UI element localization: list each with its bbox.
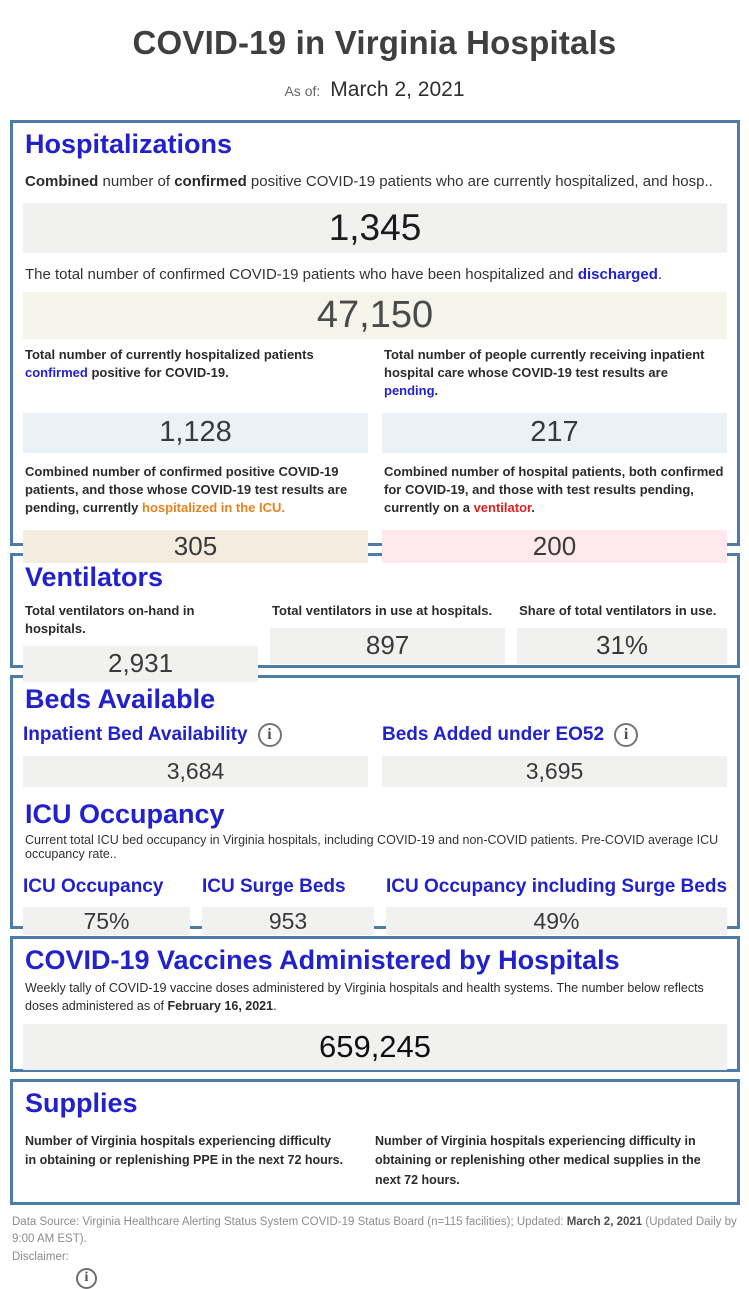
icu-surge-col	[202, 876, 374, 935]
disclaimer-line: Disclaimer:	[12, 1250, 69, 1263]
confirmed-band	[23, 413, 368, 453]
ventilators-onhand-label: Total ventilators on-hand in hospitals.	[25, 603, 195, 636]
icu-occupancy-desc: Current total ICU bed occupancy in Virginia hospitals, including COVID-19 and non-COVID patients. Pre-COVID average ICU occupancy rate..	[25, 833, 719, 862]
dashboard-header	[0, 0, 749, 120]
desc-text: positive COVID-19 patients who are currently hospitalized, and hosp..	[246, 173, 713, 191]
ventilators-heading: Ventilators	[25, 562, 164, 592]
icu-ventilator-labels	[23, 463, 727, 517]
icu-occupancy-heading: ICU Occupancy	[25, 799, 225, 830]
discharged-band	[23, 292, 727, 339]
icu-patients-value: 305	[173, 530, 218, 561]
icu-occupancy-band	[23, 907, 190, 935]
icu-emphasis: hospitalized in the ICU.	[142, 499, 286, 515]
ventilator-emphasis: ventilator	[473, 499, 532, 515]
icu-including-surge-col	[386, 876, 727, 935]
section-supplies	[10, 1079, 740, 1205]
current-hospitalized-value: 1,345	[328, 207, 422, 249]
section-ventilators	[10, 553, 740, 679]
eo52-beds-subhead	[382, 723, 727, 747]
footer	[12, 1214, 739, 1289]
data-source-line: Data Source: Virginia Healthcare Alerting Status System COVID-19 Status Board (n=115 facilities); Updated: March 2, 2021 (Updated Daily by 9:00 AM EST).	[12, 1216, 737, 1246]
inpatient-beds-band	[23, 756, 368, 787]
ventilator-patients-band	[382, 530, 727, 563]
pending-label: Total number of people currently receiving inpatient hospital care whose COVID-19 test results are pending.	[384, 347, 705, 398]
vaccines-band	[23, 1024, 727, 1070]
current-hospitalized-band	[23, 203, 727, 253]
icu-patients-label: Combined number of confirmed positive COVID-19 patients, and those whose COVID-19 test results are pending, currently hospitalized in the ICU.	[25, 463, 348, 515]
as-of-date: March 2, 2021	[330, 78, 465, 101]
hospitalizations-heading: Hospitalizations	[25, 129, 233, 159]
vaccines-value: 659,245	[318, 1029, 432, 1065]
beds-heading: Beds Available	[25, 684, 216, 714]
ventilator-patients-value: 200	[532, 530, 577, 561]
desc-text: number of	[98, 173, 175, 191]
icu-occupancy-value: 75%	[83, 907, 130, 934]
discharged-emphasis: discharged	[577, 266, 658, 284]
supplies-ppe-label: Number of Virginia hospitals experiencing difficulty in obtaining or replenishing PPE in the next 72 hours.	[25, 1134, 344, 1168]
as-of-label: As of:	[284, 83, 321, 99]
icu-surge-band	[202, 907, 374, 935]
ventilators-onhand-band	[23, 646, 258, 682]
section-vaccines	[10, 936, 740, 1072]
eo52-beds-band	[382, 756, 727, 787]
inpatient-beds-value: 3,684	[166, 758, 225, 785]
ventilators-share-label: Share of total ventilators in use.	[519, 603, 717, 619]
icu-occupancy-label: ICU Occupancy	[23, 876, 164, 898]
ventilators-share-band	[517, 628, 727, 664]
icu-columns	[23, 876, 727, 935]
supplies-heading: Supplies	[25, 1088, 138, 1118]
confirmed-pending-labels	[23, 346, 727, 400]
info-icon[interactable]	[258, 723, 282, 747]
inpatient-beds-label: Inpatient Bed Availability	[23, 724, 248, 746]
eo52-beds-label: Beds Added under EO52	[382, 724, 605, 746]
confirmed-emphasis: confirmed	[25, 364, 88, 380]
icu-surge-value: 953	[268, 907, 308, 934]
ventilators-onhand-col	[23, 602, 258, 682]
icu-including-surge-label: ICU Occupancy including Surge Beds	[386, 876, 728, 898]
ventilators-share-value: 31%	[596, 630, 649, 661]
desc-bold: Combined	[25, 173, 99, 191]
icu-including-surge-band	[386, 907, 727, 935]
info-icon[interactable]	[614, 723, 638, 747]
supplies-columns	[25, 1132, 725, 1190]
ventilators-inuse-col	[270, 602, 505, 682]
supplies-other-label: Number of Virginia hospitals experiencing difficulty in obtaining or replenishing other medical supplies in the next 72 hours.	[375, 1134, 701, 1187]
vaccines-heading: COVID-19 Vaccines Administered by Hospitals	[25, 945, 620, 975]
icu-surge-label: ICU Surge Beds	[202, 876, 346, 898]
confirmed-pending-values	[23, 407, 727, 453]
page-title: COVID-19 in Virginia Hospitals	[132, 24, 617, 61]
hospitalizations-combined-desc	[25, 173, 725, 191]
ventilators-share-col	[517, 602, 727, 682]
footer-updated-date: March 2, 2021	[566, 1216, 643, 1228]
discharged-desc	[25, 266, 725, 284]
disclaimer-icon-row	[76, 1268, 739, 1289]
desc-bold: confirmed	[174, 173, 247, 191]
section-beds-available	[10, 675, 740, 934]
eo52-beds-col	[382, 723, 727, 787]
discharged-value: 47,150	[316, 294, 434, 337]
ventilators-inuse-value: 897	[365, 630, 410, 661]
ventilators-columns	[23, 602, 727, 682]
section-hospitalizations	[10, 120, 740, 561]
inpatient-beds-col	[23, 723, 368, 787]
icu-occupancy-col	[23, 876, 190, 935]
inpatient-beds-subhead	[23, 723, 368, 747]
confirmed-value: 1,128	[159, 416, 232, 449]
beds-columns	[23, 723, 727, 787]
pending-emphasis: pending	[384, 382, 435, 398]
vaccines-date: February 16, 2021	[167, 999, 274, 1014]
desc-text: The total number of confirmed COVID-19 patients who have been hospitalized and	[25, 266, 578, 284]
ventilators-onhand-value: 2,931	[107, 648, 174, 679]
as-of-row	[0, 78, 749, 102]
confirmed-label: Total number of currently hospitalized patients confirmed positive for COVID-19.	[25, 347, 314, 380]
pending-band	[382, 413, 727, 453]
ventilators-inuse-band	[270, 628, 505, 664]
desc-text: .	[657, 266, 663, 284]
info-icon[interactable]	[76, 1268, 97, 1289]
icu-including-surge-value: 49%	[533, 907, 580, 934]
eo52-beds-value: 3,695	[525, 758, 584, 785]
pending-value: 217	[530, 416, 579, 449]
ventilator-patients-label: Combined number of hospital patients, both confirmed for COVID-19, and those with test results pending, currently on a ventilator.	[384, 463, 724, 515]
ventilators-inuse-label: Total ventilators in use at hospitals.	[272, 603, 493, 619]
icu-patients-band	[23, 530, 368, 563]
vaccines-desc: Weekly tally of COVID-19 vaccine doses administered by Virginia hospitals and health systems. The number below reflects doses administered as of February 16, 2021.	[25, 981, 704, 1014]
